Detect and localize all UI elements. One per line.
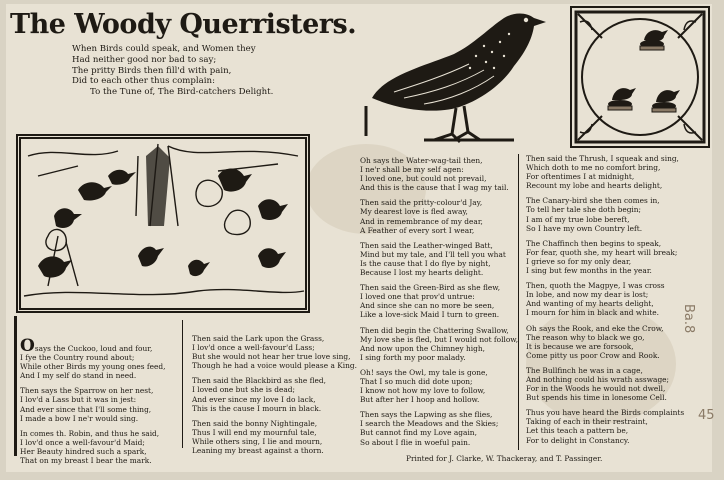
verse-line: Then said the Blackbird as she fled, [192,376,327,386]
verse-column-1 [20,336,166,466]
verse-line: Then said the Thrush, I squeak and sing, [526,154,679,163]
large-bird-woodcut [364,6,554,156]
verse-line: And now upon the Chimney high, [360,343,485,353]
verse-line: So I have my own Country left. [526,223,643,233]
verse-line: I lov'd a Lass but it was in jest: [20,395,137,405]
verse-line: For to delight in Constancy. [526,435,630,445]
verse-line: My dearest love is fled away, [360,207,468,217]
verse-line: Leaning my breast against a thorn. [192,446,324,456]
verse-line: The Bullfinch he was in a cage, [526,365,643,375]
verse-line: While others sing, I lie and mourn, [192,436,323,446]
verse-line: I am of my true lobe bereft, [526,214,630,224]
large-bird-icon [364,6,554,156]
verse-line: Mind but my tale, and I'll tell you what [360,249,506,259]
subtitle-verse [72,44,273,98]
verse-line: Then says the Sparrow on her nest, [20,386,154,396]
verse-line: Then says the Lapwing as she flies, [360,410,493,420]
verse-line: In lobe, and now my dear is lost; [526,290,649,300]
column-rule [14,316,17,456]
broadside-sheet [6,4,715,472]
verse-line: While other Birds my young ones feed, [20,362,166,372]
handwritten-annotation: Ba.8 [681,304,696,334]
verse-line: But she would not hear her true love sing, [192,352,351,362]
verse-line: But cannot find my Love again, [360,428,477,438]
verse-line: I fye the Country round about; [20,353,135,363]
verse-line: Which doth to me no comfort bring, [526,163,661,173]
verse-line: I loved one, but could not prevail, [360,174,487,184]
three-birds-woodcut [570,6,710,148]
verse-line: And wanting of my hearts delight, [526,299,654,309]
verse-column-2 [192,334,357,455]
verse-line: Like a love-sick Maid I turn to green. [360,310,500,320]
tune-line: To the Tune of, The Bird-catchers Delight. [90,87,274,98]
verse-line: Though he had a voice would please a King. [192,361,357,371]
verse-line: And since she can no more be seen, [360,301,495,311]
verse-line: I sing forth my poor malady. [360,352,466,362]
verse-line: I loved one but she is dead; [192,385,295,395]
verse-line: I lov'd once a well-favour'd Maid; [20,437,145,447]
verse-line: Her Beauty hindred such a spark, [20,446,147,456]
printer-imprint: Printed for J. Clarke, W. Thackeray, and T. Passinger. [406,454,603,463]
verse-line: The reason why to black we go, [526,332,645,342]
verse-line: Taking of each in their restraint, [526,417,648,427]
verse-line: A Feather of every sort I wear, [360,225,475,235]
verse-line: I grieve so for my only dear, [526,256,632,266]
column-rule [182,320,183,448]
drop-cap: O [20,336,35,356]
verse-line: Oh says the Water-wag-tail then, [360,156,483,165]
subtitle-line: Had neither good nor bad to say; [72,54,217,65]
verse-line: The Canary-bird she then comes in, [526,196,660,206]
verse-line: I ne'r shall be my self agen: [360,165,464,175]
verse-line: I know not how my love to follow, [360,386,486,396]
verse-line: That on my breast I bear the mark. [20,456,152,466]
verse-line: Then said the Green-Bird as she flew, [360,283,501,293]
verse-line: Osays the Cuckoo, loud and four, [20,336,153,356]
subtitle-line: The pritty Birds then fill'd with pain, [72,65,232,76]
verse-line: Because I lost my hearts delight. [360,268,484,278]
verse-line: Oh says the Rook, and eke the Crow, [526,323,664,333]
verse-line: For oftentimes I at midnight, [526,172,635,182]
verse-column-3 [360,156,518,447]
verse-line: Then said the Leather-winged Batt, [360,240,493,250]
verse-line: Then said the bonny Nightingale, [192,418,318,428]
ballad-title: The Woody Querristers. [10,9,357,40]
verse-line: I made a bow I ne'r would sing. [20,413,139,423]
verse-line: And I my self do stand in need. [20,371,137,381]
verse-line: Then said the Lark upon the Grass, [192,334,325,343]
verse-line: Then said the pritty-colour'd Jay, [360,198,483,208]
verse-line: To tell her tale she doth begin; [526,205,642,215]
verse-line: This is the cause I mourn in black. [192,403,322,413]
verse-line: I sing but few months in the year. [526,266,652,276]
verse-line: And in remembrance of my dear, [360,216,483,226]
forest-birds-woodcut [16,134,310,313]
verse-line: I loved one that prov'd untrue: [360,292,475,302]
verse-line: My love she is fled, but I would not follow, [360,334,519,344]
verse-column-4 [526,154,684,445]
verse-line: Then, quoth the Magpye, I was cross [526,281,665,291]
verse-line: Let this teach a pattern be, [526,426,629,436]
verse-line: It is because we are forsook, [526,341,634,351]
verse-line: So about I flie in woeful pain. [360,437,471,447]
verse-line: And ever since my love I do lack, [192,394,316,404]
verse-line: I search the Meadows and the Skies; [360,419,499,429]
verse-line: The Chaffinch then begins to speak, [526,238,662,248]
verse-line: For in the Woods he would not dwell, [526,384,666,394]
verse-line: Thus I will end my mournful tale, [192,427,317,437]
column-rule [518,154,519,450]
verse-line: For fear, quoth she, my heart will break; [526,247,678,257]
verse-line: Recount my lobe and hearts delight, [526,181,663,191]
verse-line: And this is the cause that I wag my tail. [360,183,509,193]
forest-birds-icon [18,136,308,311]
subtitle-line: Did to each other thus complain: [72,76,215,87]
verse-line: And ever since that I'll some thing, [20,404,152,414]
verse-line: And nothing could his wrath asswage; [526,374,670,384]
verse-line: But spends his time in lonesome Cell. [526,393,667,403]
verse-line: That I so much did dote upon; [360,376,473,386]
verse-line: In comes th. Robin, and thus he said, [20,428,160,438]
verse-line: Oh! says the Owl, my tale is gone, [360,367,488,377]
three-birds-icon [572,8,708,146]
verse-line: I lov'd once a well-favour'd Lass; [192,343,315,353]
subtitle-line: When Birds could speak, and Women they [72,44,256,54]
handwritten-annotation: 45 [698,408,715,423]
verse-line: Thus you have heard the Birds complaints [526,408,685,418]
verse-line: I mourn for him in black and white. [526,308,660,318]
verse-line: Is the cause that I do flye by night, [360,258,491,268]
verse-line: Come pitty us poor Crow and Rook. [526,350,660,360]
verse-line: Then did begin the Chattering Swallow, [360,325,509,335]
verse-line: But after her I hoop and hollow. [360,395,480,405]
